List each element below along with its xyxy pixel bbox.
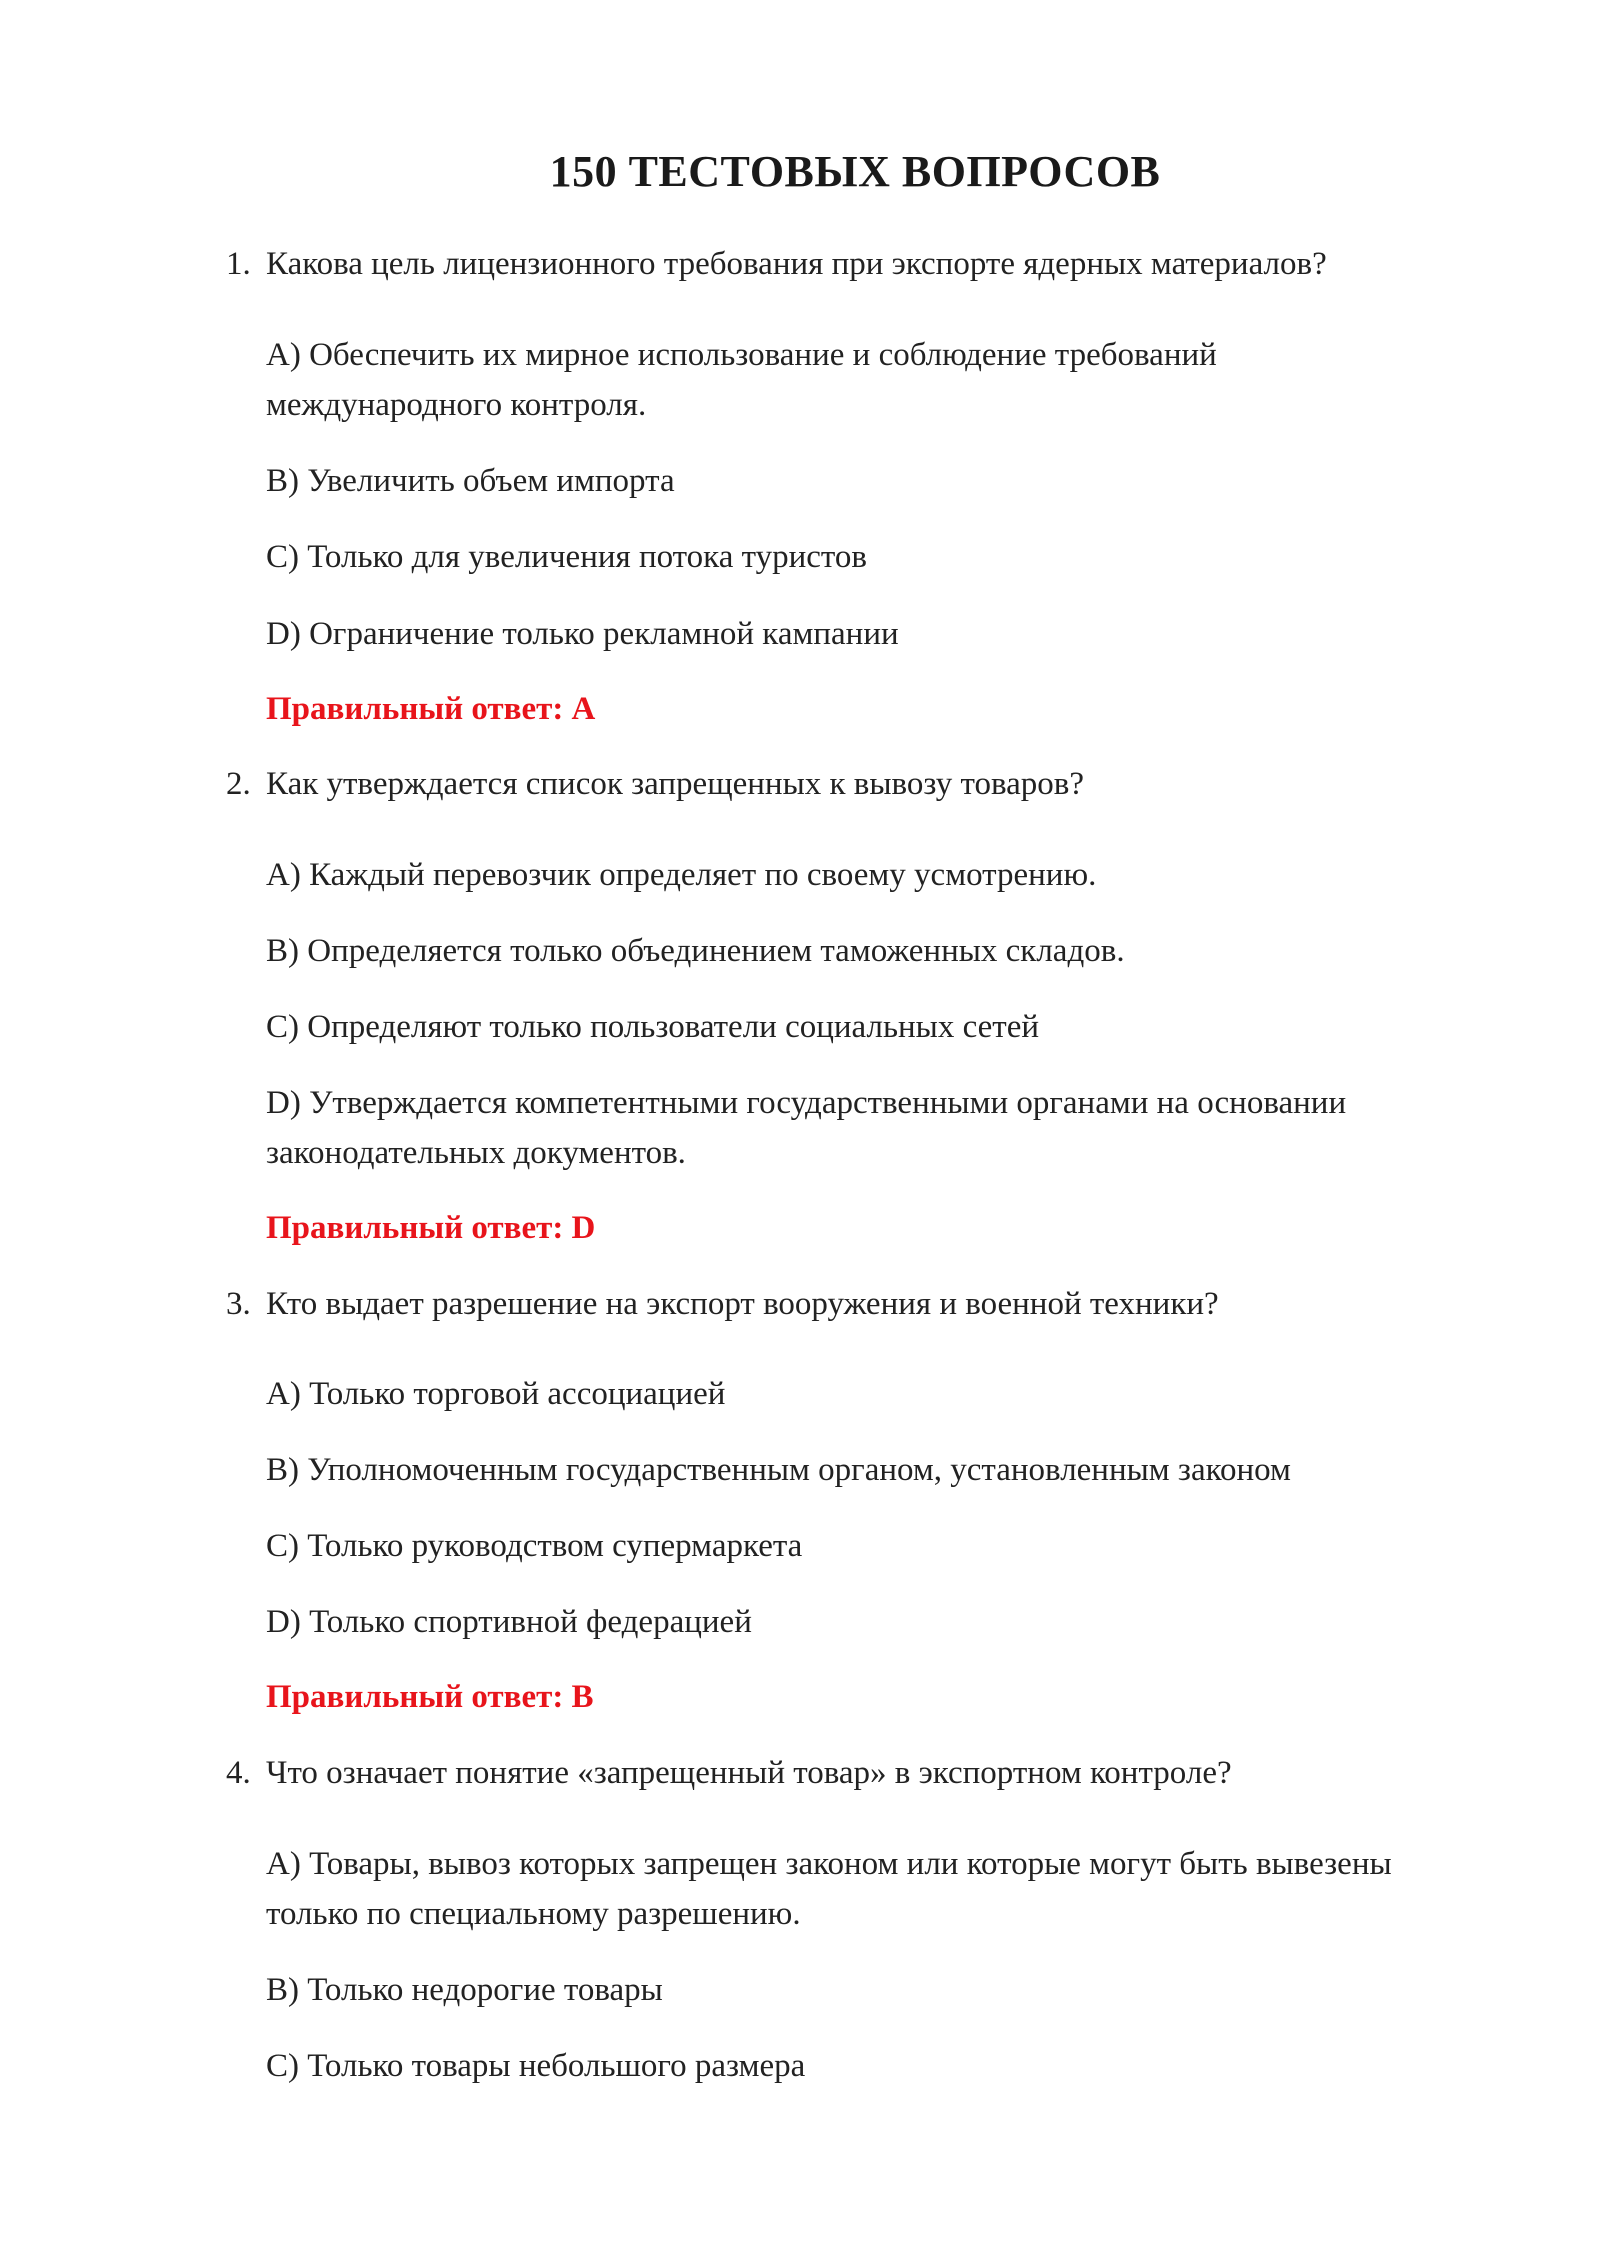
question-2	[226, 768, 1526, 801]
option-3b: B) Уполномоченным государственным органом, установленным законом	[266, 1452, 1291, 1488]
option-1c: C) Только для увеличения потока туристов	[266, 539, 867, 575]
option-3a: A) Только торговой ассоциацией	[266, 1376, 726, 1412]
question-number: 3.	[226, 1286, 251, 1322]
question-number: 4.	[226, 1755, 251, 1791]
option-1b: B) Увеличить объем импорта	[266, 463, 675, 499]
option-4c: C) Только товары небольшого размера	[266, 2048, 806, 2084]
option-3d: D) Только спортивной федерацией	[266, 1604, 752, 1640]
correct-answer-2: Правильный ответ: D	[266, 1210, 596, 1246]
question-text: Как утверждается список запрещенных к вывозу товаров?	[266, 766, 1084, 802]
question-number: 1.	[226, 246, 251, 282]
option-3c: C) Только руководством супермаркета	[266, 1528, 803, 1564]
question-4	[226, 1757, 1526, 1790]
option-2c: C) Определяют только пользователи социальных сетей	[266, 1009, 1040, 1045]
option-4b: B) Только недорогие товары	[266, 1972, 663, 2008]
option-2a: A) Каждый перевозчик определяет по своему усмотрению.	[266, 857, 1097, 893]
question-number: 2.	[226, 766, 251, 802]
question-text: Кто выдает разрешение на экспорт вооружения и военной техники?	[266, 1286, 1219, 1322]
option-2b: B) Определяется только объединением таможенных складов.	[266, 933, 1125, 969]
option-2d: D) Утверждается компетентными государственными органами на основании законодательных документов.	[266, 1085, 1347, 1171]
question-text: Какова цель лицензионного требования при экспорте ядерных материалов?	[266, 246, 1327, 282]
option-4a: A) Товары, вывоз которых запрещен законом или которые могут быть вывезены только по специальному разрешению.	[266, 1846, 1392, 1932]
question-1	[226, 248, 1526, 281]
question-3	[226, 1288, 1526, 1321]
correct-answer-1: Правильный ответ: A	[266, 691, 596, 727]
correct-answer-3: Правильный ответ: B	[266, 1679, 594, 1715]
question-text: Что означает понятие «запрещенный товар» в экспортном контроле?	[266, 1755, 1232, 1791]
option-1a: A) Обеспечить их мирное использование и соблюдение требований международного контроля.	[266, 337, 1217, 423]
option-1d: D) Ограничение только рекламной кампании	[266, 616, 899, 652]
document-title: 150 ТЕСТОВЫХ ВОПРОСОВ	[549, 147, 1161, 196]
